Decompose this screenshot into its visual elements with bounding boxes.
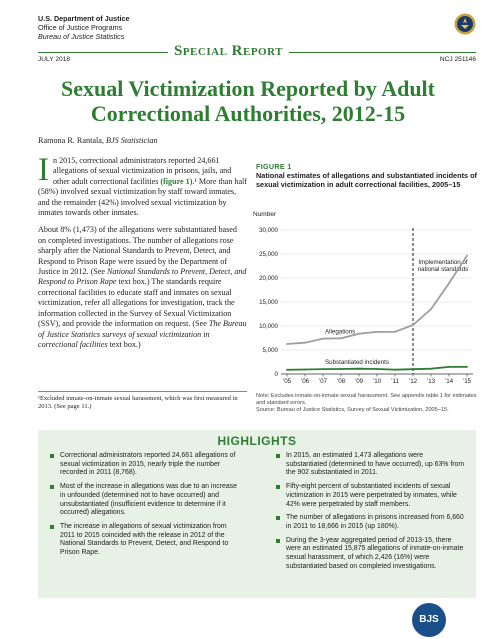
x-tick-label: ’05 — [282, 378, 292, 385]
x-tick-label: ’13 — [426, 378, 436, 385]
figure-title: National estimates of allegations and substantiated incidents of sexual victimization in adult correctional facilities, 2005–15 — [256, 171, 477, 189]
data-point — [376, 368, 378, 370]
data-point — [430, 308, 432, 310]
data-point — [376, 331, 378, 333]
author-line — [38, 136, 158, 145]
data-point — [412, 368, 414, 370]
data-point — [322, 338, 324, 340]
data-point — [340, 368, 342, 370]
y-tick-label: 25,000 — [259, 251, 278, 258]
y-tick-label: 0 — [274, 371, 278, 378]
data-point — [286, 343, 288, 345]
report-type-label: Special Report — [168, 43, 289, 60]
y-tick-label: 5,000 — [262, 347, 278, 354]
highlights-box — [38, 430, 476, 598]
figure-reference-link[interactable]: (figure 1) — [160, 176, 193, 186]
x-tick-label: ’06 — [300, 378, 310, 385]
paragraph-2: About 8% (1,473) of the allegations were substantiated based on completed investigations. The number of allegations rose sharply after the National Standards to Prevent, Detect, and Respond to Prison Rape were issued by the Department of Justice in 2012. (See National Standards to Prevent, Detect, and Respond to Prison Rape text box.) The standards require correctional facilities to educate staff and inmates on sexual victimization, refer all allegations for investigation, track the information collected in the Survey of Sexual Victimization (SSV), and provide the information on request. (See The Bureau of Justice Statistics surveys of sexual victimization in correctional facilities text box.) — [38, 225, 247, 349]
figure-1-chart — [251, 204, 481, 390]
data-point — [448, 282, 450, 284]
data-point — [358, 368, 360, 370]
figure-label: FIGURE 1 — [256, 162, 292, 171]
x-tick-label: ’11 — [391, 378, 399, 385]
x-tick-label: ’09 — [354, 378, 364, 385]
figure-notes — [256, 393, 478, 414]
footnote: ¹Excluded inmate-on-inmate sexual harassment, which was first measured in 2013. (See page 11.) — [38, 391, 247, 411]
page-title — [38, 76, 458, 126]
highlight-item: The number of allegations in prisons increased from 6,660 in 2011 to 18,666 in 2015 (up 180%). — [276, 514, 466, 531]
body-text — [38, 152, 247, 357]
office-name: Office of Justice Programs — [38, 23, 123, 32]
data-point — [430, 368, 432, 370]
data-point — [322, 368, 324, 370]
figure-source: Source: Bureau of Justice Statistics, Survey of Sexual Victimization, 2005–15. — [256, 407, 449, 413]
title-line-1: Sexual Victimization Reported by Adult — [60, 76, 435, 101]
figure-note: Note: Excludes inmate-on-inmate sexual harassment. See appendix table 1 for estimates and standard errors. — [256, 393, 477, 406]
highlight-item: The increase in allegations of sexual victimization from 2011 to 2015 coincided with the release in 2012 of the National Standards to Prevent, Detect, and Respond to Prison Rape. — [50, 523, 240, 558]
data-point — [286, 369, 288, 371]
y-tick-label: 30,000 — [259, 227, 278, 234]
y-axis-label: Number — [253, 211, 277, 218]
highlights-title: HIGHLIGHTS — [217, 434, 297, 448]
data-point — [448, 366, 450, 368]
data-point — [394, 369, 396, 371]
highlight-item: Fifty-eight percent of substantiated incidents of sexual victimization in 2015 were perpetrated by inmates, while 42% were perpetrated by staff members. — [276, 483, 466, 509]
x-tick-label: ’12 — [408, 378, 418, 385]
highlight-item: Correctional administrators reported 24,661 allegations of sexual victimization in 2015, nearly triple the number recorded in 2011 (8,768). — [50, 452, 240, 478]
publication-date: JULY 2018 — [38, 56, 71, 63]
data-point — [394, 331, 396, 333]
bureau-name: Bureau of Justice Statistics — [38, 32, 125, 41]
highlights-left-list — [50, 452, 240, 558]
series-label-allegations: Allegations — [325, 328, 356, 336]
data-point — [304, 369, 306, 371]
doj-seal-icon — [454, 13, 476, 35]
author-role: BJS Statistician — [106, 136, 158, 145]
highlights-right-list — [276, 452, 466, 571]
ncj-number: NCJ 251146 — [439, 56, 476, 63]
x-tick-label: ’15 — [462, 378, 472, 385]
y-tick-label: 15,000 — [259, 299, 278, 306]
data-point — [358, 333, 360, 335]
y-tick-label: 20,000 — [259, 275, 278, 282]
data-point — [340, 337, 342, 339]
paragraph-1: In 2015, correctional administrators reported 24,661 allegations of sexual victimization in prisons, jails, and other adult correctional facilities (figure 1).¹ More than half (58%) involved sexual victimization by staff toward inmates, and the remainder (42%) involved sexual victimization by inmates towards other inmates. — [38, 152, 247, 218]
data-point — [304, 342, 306, 344]
agency-name: U.S. Department of Justice — [38, 14, 130, 23]
data-point — [466, 366, 468, 368]
highlight-item: During the 3-year aggregated period of 2013-15, there were an estimated 15,875 allegations of inmate-on-inmate sexual harassment, of which 2,426 (16%) were substantiated based on completed investigations. — [276, 537, 466, 572]
x-tick-label: ’07 — [318, 378, 328, 385]
annotation-label: national standards — [417, 266, 469, 273]
bjs-logo: BJS — [412, 603, 446, 637]
annotation-label: Implementation of — [418, 259, 468, 266]
x-tick-label: ’10 — [372, 378, 382, 385]
x-tick-label: ’08 — [336, 378, 346, 385]
data-point — [466, 255, 468, 257]
author-name: Ramona R. Rantala, — [38, 136, 104, 145]
drop-cap: I — [38, 152, 49, 188]
title-line-2: Correctional Authorities, 2012-15 — [90, 101, 406, 126]
highlight-item: In 2015, an estimated 1,473 allegations were substantiated (determined to have occurred), up 63% from the 902 substantiated in 2011. — [276, 452, 466, 478]
highlight-item: Most of the increase in allegations was due to an increase in unfounded (determined not to have occurred) and unsubstantiated (insufficient evidence to determine if it occurred) allegations. — [50, 483, 240, 518]
data-point — [412, 324, 414, 326]
agency-header — [38, 14, 129, 41]
y-tick-label: 10,000 — [259, 323, 278, 330]
x-tick-label: ’14 — [444, 378, 454, 385]
series-label-substantiated: Substantiated incidents — [325, 359, 389, 367]
